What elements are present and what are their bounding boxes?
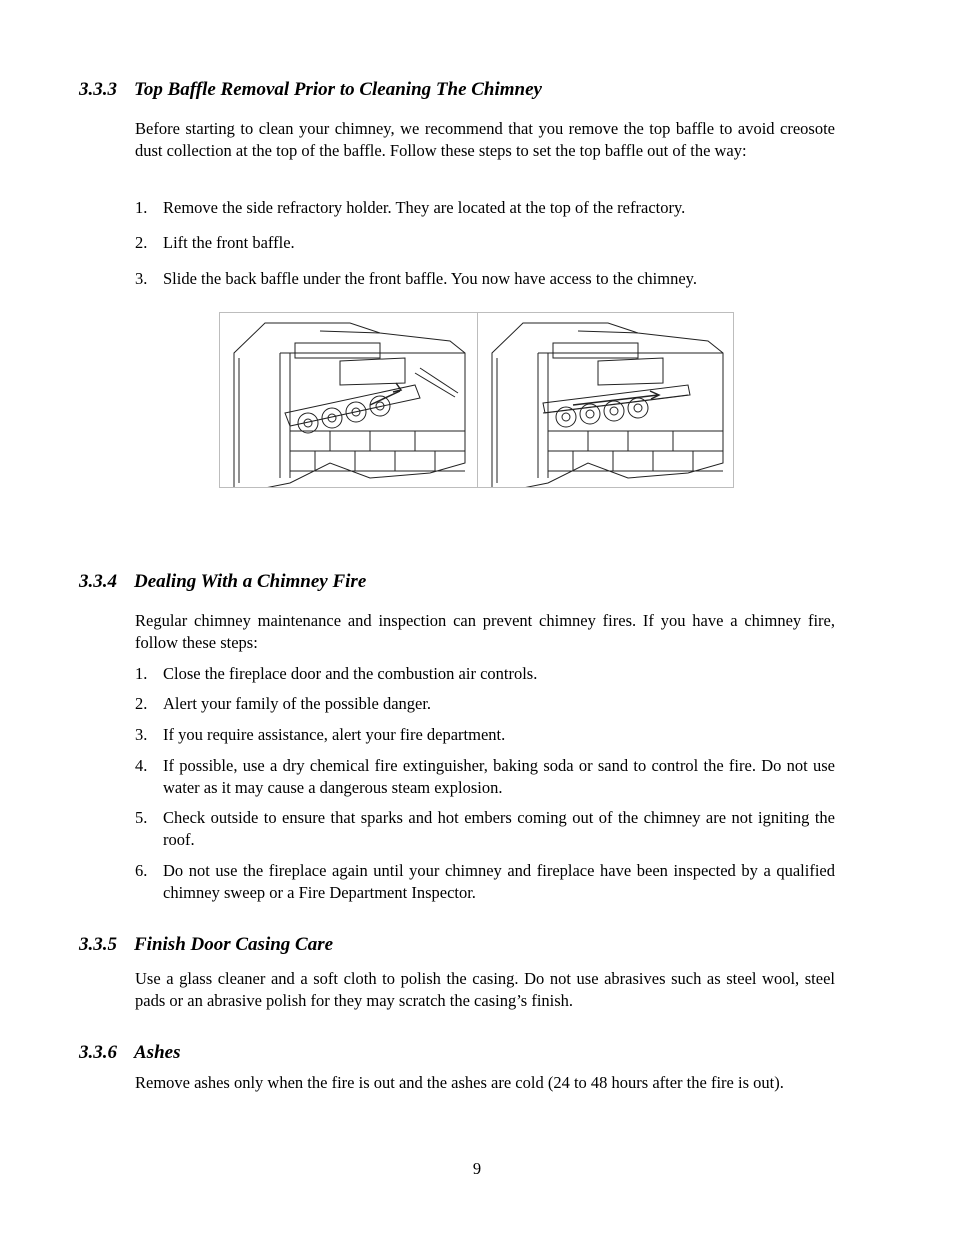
list-number: 2.: [135, 694, 148, 713]
list-number: 4.: [135, 756, 148, 775]
list-text: Do not use the fireplace again until your chimney and fireplace have been inspected by a qualified chimney sweep or a Fire Department Inspector.: [163, 861, 835, 902]
list-item: [135, 755, 835, 798]
list-item: [135, 807, 835, 850]
list-text: Alert your family of the possible danger.: [163, 694, 432, 713]
list-text: Lift the front baffle.: [163, 233, 295, 252]
page-number: 9: [472, 1159, 482, 1178]
section-intro: Before starting to clean your chimney, we recommend that you remove the top baffle to avoid creosote dust collection at the top of the baffle. Follow these steps to set the top baffle out of the way:: [135, 119, 835, 160]
list-item: [135, 268, 835, 290]
list-text: Slide the back baffle under the front baffle. You now have access to the chimney.: [163, 269, 697, 288]
section-number: 3.3.6: [79, 1042, 117, 1063]
list-number: 1.: [135, 198, 148, 217]
section-heading-3-3-6: [79, 1042, 180, 1064]
baffle-lift-diagram: [220, 313, 477, 487]
list-text: If possible, use a dry chemical fire extinguisher, baking soda or sand to control the fire. Do not use water as it may cause a dangerous steam explosion.: [163, 756, 835, 797]
list-text: Close the fireplace door and the combustion air controls.: [163, 664, 538, 683]
list-number: 5.: [135, 808, 148, 827]
section-number: 3.3.4: [79, 571, 117, 592]
list-item: [135, 693, 835, 715]
list-text: Check outside to ensure that sparks and hot embers coming out of the chimney are not igniting the roof.: [163, 808, 835, 849]
list-item: [135, 663, 835, 685]
section-title: Ashes: [134, 1042, 181, 1063]
section-number: 3.3.3: [79, 79, 117, 100]
section-title: Finish Door Casing Care: [134, 934, 334, 955]
list-number: 2.: [135, 233, 148, 252]
section-heading-3-3-3: [79, 79, 542, 101]
list-text: If you require assistance, alert your fire department.: [163, 725, 506, 744]
list-text: Remove the side refractory holder. They are located at the top of the refractory.: [163, 198, 686, 217]
section-intro: Remove ashes only when the fire is out and the ashes are cold (24 to 48 hours after the fire is out).: [135, 1073, 784, 1092]
section-heading-3-3-4: [79, 571, 366, 593]
list-number: 3.: [135, 269, 148, 288]
section-number: 3.3.5: [79, 934, 117, 955]
list-number: 3.: [135, 725, 148, 744]
section-heading-3-3-5: [79, 934, 333, 956]
baffle-slide-diagram: [478, 313, 734, 487]
section-title: Top Baffle Removal Prior to Cleaning The Chimney: [134, 79, 542, 100]
section-intro: Use a glass cleaner and a soft cloth to polish the casing. Do not use abrasives such as steel wool, steel pads or an abrasive polish for they may scratch the casing’s finish.: [135, 969, 835, 1010]
list-item: [135, 724, 835, 746]
list-item: [135, 860, 835, 903]
list-number: 1.: [135, 664, 148, 683]
list-number: 6.: [135, 861, 148, 880]
baffle-removal-figure: [219, 312, 734, 488]
list-item: [135, 197, 835, 219]
list-item: [135, 232, 835, 254]
section-intro: Regular chimney maintenance and inspection can prevent chimney fires. If you have a chimney fire, follow these steps:: [135, 611, 835, 652]
section-title: Dealing With a Chimney Fire: [134, 571, 367, 592]
